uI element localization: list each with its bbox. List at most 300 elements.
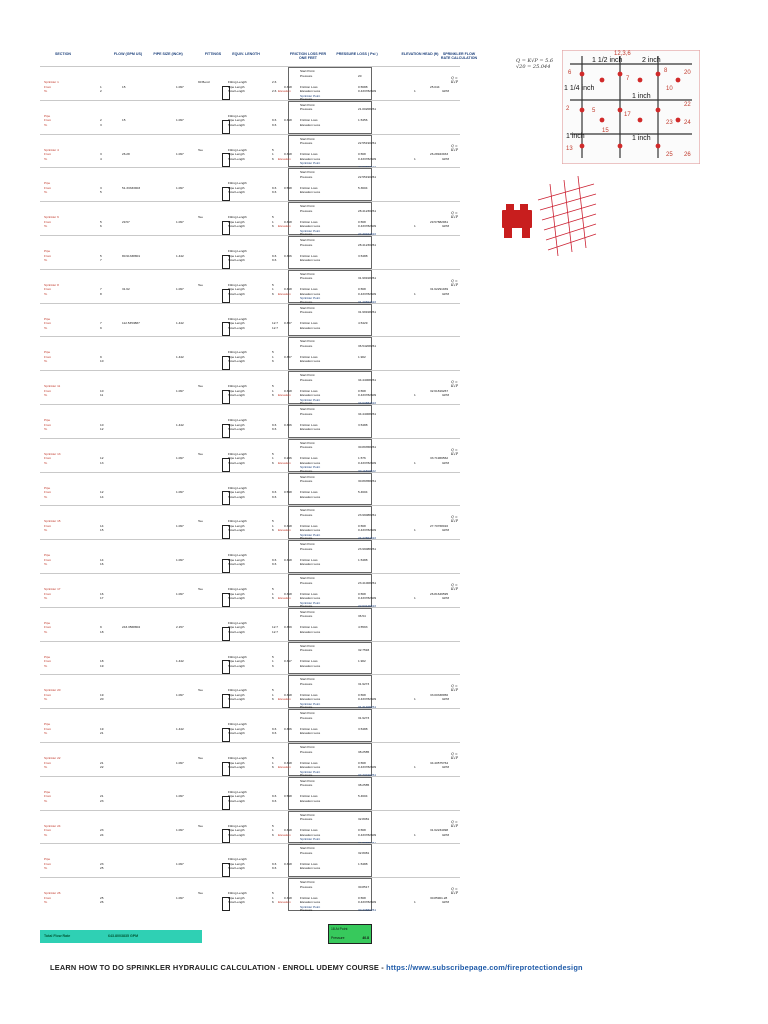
block-divider <box>40 167 460 168</box>
friction-value: 0.366 <box>284 422 292 427</box>
pipe-length-label: Pipe Length <box>228 253 245 258</box>
friction-loss-label: Friction Loss <box>300 118 318 123</box>
pipe-length-label: Pipe Length <box>228 287 245 292</box>
friction-loss-value: 0.568 <box>358 287 366 292</box>
pipe-size-value: 1.097 <box>176 84 184 89</box>
from-label: From <box>44 861 52 866</box>
fitting-type: Tee <box>198 891 203 896</box>
flow-value: 31.62 <box>122 287 130 292</box>
to-node: 16 <box>100 562 104 567</box>
end-point-title: 18 At Point <box>331 927 348 931</box>
fitting-length-value: 5 <box>272 384 274 389</box>
friction-loss-value: 0.568 <box>358 152 366 157</box>
sprinkler-pressure-value: 22.03874522 <box>358 164 377 169</box>
fitting-length-label: Fitting Length <box>228 891 247 896</box>
friction-loss-label: Friction Loss <box>300 760 318 765</box>
sprinkler-point-label: Sprinkler Point <box>300 904 321 909</box>
fitting-length-value: 5 <box>272 587 274 591</box>
friction-loss-value: 5.4604 <box>358 794 368 799</box>
from-node: 9 <box>100 625 102 630</box>
block-divider <box>40 404 460 405</box>
to-node: 19 <box>100 663 104 668</box>
sprinkler-pressure-label: Pressure <box>300 97 313 101</box>
block-divider <box>40 505 460 506</box>
elevation-tag: Elevation <box>278 291 291 296</box>
pipe-length-value: 1 <box>272 388 274 393</box>
flow-value: 80.91338801 <box>122 253 141 258</box>
fitting-length-label: Fitting Length <box>228 789 247 794</box>
to-label: To <box>44 697 48 702</box>
elevation-ft-value: 1 <box>414 832 416 837</box>
elevation-tag: Elevation <box>278 89 291 93</box>
grid-num-6: 8 <box>664 68 668 74</box>
total-length-label: Total Length <box>228 359 245 364</box>
end-point-pressure-bar <box>329 934 371 943</box>
flow-formula: Q = K√P <box>451 684 458 693</box>
section-name: Sprinkler 13 <box>44 451 61 456</box>
friction-loss-label: Friction Loss <box>300 523 318 528</box>
total-length-value: 12.7 <box>272 629 279 634</box>
total-length-label: Total Length <box>228 460 245 465</box>
pipe-length-label: Pipe Length <box>228 321 245 326</box>
block-line <box>40 325 460 332</box>
start-pressure: 28.41230261 <box>358 208 377 213</box>
elevation-tag: Elevation <box>278 832 291 837</box>
fitting-length-label: Fitting Length <box>228 350 247 355</box>
friction-loss-value: 0.568 <box>358 895 366 900</box>
start-point-label: Start Point <box>300 745 315 749</box>
block-line <box>40 865 460 872</box>
start-pressure: 31.9273 <box>358 681 370 686</box>
friction-loss-label: Friction Loss <box>300 828 318 833</box>
to-node: 25 <box>100 866 104 871</box>
fitting-type: Tee <box>198 823 203 828</box>
sprinkler-flow-value: 26.28943933 <box>430 152 449 157</box>
total-length-label: Total Length <box>228 697 245 702</box>
to-label: To <box>44 798 48 803</box>
from-label: From <box>44 253 52 258</box>
total-length-value: 6 <box>272 697 274 702</box>
pipe-length-label: Pipe Length <box>228 861 245 866</box>
from-node: 23 <box>100 861 104 866</box>
friction-value: 0.366 <box>284 253 292 258</box>
friction-loss-value: 0.568 <box>358 388 366 393</box>
from-node: 1 <box>100 84 102 89</box>
block-divider <box>40 641 460 642</box>
sprinkler-pressure-label: Pressure <box>300 536 313 541</box>
sprinkler-flow-value: 32.61819267 <box>430 388 449 393</box>
friction-value: 0.318 <box>284 523 292 528</box>
sprinkler-pressure-label: Pressure <box>300 908 313 913</box>
pipe-block <box>40 641 460 675</box>
fitting-length-value: 5 <box>272 451 274 456</box>
elevation-loss-label: Elevation Loss <box>300 156 321 161</box>
total-length-label: Total Length <box>228 325 245 330</box>
to-label: To <box>44 359 48 364</box>
to-label: To <box>44 731 48 736</box>
sprinkler-point-label: Sprinkler Point <box>300 769 321 774</box>
friction-value: 0.598 <box>284 490 292 495</box>
sprinkler-pressure-label: Pressure <box>300 164 313 169</box>
from-label: From <box>44 84 52 89</box>
to-label: To <box>44 427 48 431</box>
start-point-label: Start Point <box>300 136 315 141</box>
friction-loss-value: 0.568 <box>358 523 366 528</box>
block-line <box>40 426 460 433</box>
sprinkler-pressure-label: Pressure <box>300 840 313 845</box>
from-node: 21 <box>100 794 104 799</box>
start-point-label: Start Point <box>300 474 315 479</box>
pipe-length-value: 9.6 <box>272 861 277 866</box>
from-label: From <box>44 794 52 799</box>
elevation-tag: Elevation <box>278 460 291 465</box>
friction-loss-label: Friction Loss <box>300 456 318 461</box>
elevation-loss-value: 0.433782609 <box>358 224 377 229</box>
friction-value: 0.359 <box>284 625 292 630</box>
sprinkler-flow-value: 31.62234098 <box>430 828 449 833</box>
fitting-length-label: Fitting Length <box>228 215 247 220</box>
friction-loss-value: 1.902 <box>358 354 366 359</box>
friction-value: 0.366 <box>284 726 292 731</box>
total-length-value: 6 <box>272 765 274 769</box>
total-length-label: Total Length <box>228 528 245 533</box>
from-node: 19 <box>100 692 104 697</box>
from-node: 3 <box>100 152 102 157</box>
flow-formula: Q = K√P <box>451 583 458 591</box>
total-length-value: 6 <box>272 832 274 837</box>
fitting-length-label: Fitting Length <box>228 688 247 693</box>
pressure-label: Pressure <box>300 884 313 889</box>
total-flow-bar <box>40 930 202 943</box>
elevation-ft-value: 1 <box>414 393 416 398</box>
grid-size-2: 2 inch <box>642 57 661 64</box>
total-length-label: Total Length <box>228 258 245 262</box>
fitting-type: Tee <box>198 215 203 220</box>
from-node: 21 <box>100 760 104 765</box>
pipe-length-value: 1 <box>272 659 274 664</box>
start-point-label: Start Point <box>300 677 315 682</box>
elevation-loss-label: Elevation Loss <box>300 393 321 398</box>
pressure-label: Pressure <box>300 614 313 619</box>
grid-num-5: 7 <box>626 76 630 82</box>
sprinkler-block <box>40 674 460 708</box>
pipe-length-label: Pipe Length <box>228 185 245 190</box>
to-node: 9 <box>100 325 102 330</box>
block-divider <box>40 843 460 844</box>
pipe-size-value: 1.097 <box>176 895 184 900</box>
pipe-size-value: 1.097 <box>176 287 184 292</box>
elevation-loss-value: 0.433782609 <box>358 528 377 533</box>
sprinkler-pressure-value: 22.93126522 <box>358 604 377 608</box>
pipe-length-value: 9.6 <box>272 490 277 495</box>
sprinkler-block <box>40 201 460 235</box>
block-divider <box>40 134 460 135</box>
elevation-ft-value: 1 <box>414 224 416 229</box>
fitting-length-value: 5 <box>272 688 274 693</box>
to-node: 2 <box>100 89 102 93</box>
friction-loss-value: 1.576 <box>358 456 366 461</box>
flow-value: 29.57 <box>122 219 130 224</box>
sprinkler-point-label: Sprinkler Point <box>300 228 321 233</box>
to-label: To <box>44 596 48 600</box>
pipe-length-value: 1 <box>272 456 274 461</box>
friction-loss-label: Friction Loss <box>300 895 318 900</box>
flow-formula: Q = K√P <box>451 447 458 456</box>
sprinkler-block <box>40 134 460 168</box>
grid-size-3: 1 1/4 inch <box>564 85 595 92</box>
total-length-value: 6 <box>272 460 274 465</box>
from-node: 25 <box>100 895 104 900</box>
flow-value: 15 <box>122 118 126 123</box>
friction-loss-value: 1.5488 <box>358 861 368 866</box>
to-node: 24 <box>100 832 104 837</box>
fitting-length-value: 5 <box>272 756 274 760</box>
to-node: 26 <box>100 900 104 905</box>
fitting-length-value: 5 <box>272 654 274 659</box>
from-label: From <box>44 422 52 427</box>
from-label: From <box>44 388 52 393</box>
fitting-length-value: 2.6 <box>272 80 277 84</box>
friction-loss-value: 0.568 <box>358 760 366 765</box>
start-point-label: Start Point <box>300 339 315 344</box>
section-name: Sprinkler 24 <box>44 823 61 828</box>
block-divider <box>40 607 460 608</box>
start-pressure: 22.55190261 <box>358 174 377 179</box>
flow-formula: Q = K√P <box>451 143 458 152</box>
section-name: Pipe <box>44 181 51 186</box>
grid-num-2: 6 <box>568 70 572 76</box>
total-length-value: 6 <box>272 528 274 533</box>
from-label: From <box>44 523 52 528</box>
pipe-size-value: 2.157 <box>176 625 184 630</box>
from-node: 5 <box>100 219 102 224</box>
sprinkler-pressure-label: Pressure <box>300 232 313 237</box>
start-pressure: 31.9273 <box>358 715 370 720</box>
pipe-size-value: 1.097 <box>176 219 184 224</box>
start-point-label: Start Point <box>300 373 315 378</box>
grid-size-5: 1 inch <box>566 133 585 140</box>
total-length-value: 9.6 <box>272 798 277 803</box>
sprinkler-flow-value: 30.85901.28 <box>430 895 448 900</box>
pressure-label: Pressure <box>300 107 313 112</box>
elevation-loss-value: 0.433782609 <box>358 460 377 465</box>
start-point-label: Start Point <box>300 440 315 445</box>
pipe-length-label: Pipe Length <box>228 557 245 562</box>
elevation-ft-value: 1 <box>414 156 416 161</box>
to-label: To <box>44 866 48 871</box>
formula-note <box>516 58 553 70</box>
elevation-ft-value: 1 <box>414 460 416 465</box>
formula-note-line1: Q = K√P = 5.6 <box>516 58 554 64</box>
start-pressure: 22.55190261 <box>358 141 377 146</box>
to-label: To <box>44 393 48 398</box>
to-label: To <box>44 291 48 296</box>
friction-value: 0.357 <box>284 321 292 326</box>
fitting-type: Tee <box>198 756 203 760</box>
sprinkler-pressure-value: 31.40694522 <box>358 299 377 304</box>
block-divider <box>40 674 460 675</box>
grid-num-15: 25 <box>666 152 673 158</box>
section-name: Sprinkler 1 <box>44 80 59 84</box>
pressure-label: Pressure <box>300 141 313 146</box>
fitting-length-label: Fitting Length <box>228 451 247 456</box>
block-line <box>40 663 460 670</box>
block-line <box>40 907 460 914</box>
flow-formula: Q = K√P <box>451 887 458 896</box>
total-length-value: 6 <box>272 291 274 296</box>
block-divider <box>40 100 460 101</box>
fitting-length-label: Fitting Length <box>228 249 247 253</box>
to-node: 13 <box>100 460 104 465</box>
start-point-label: Start Point <box>300 102 315 107</box>
block-line <box>40 730 460 737</box>
pressure-label: Pressure <box>300 479 313 484</box>
sprinkler-flow-value: 31.62291939 <box>430 287 449 292</box>
fitting-length-label: Fitting Length <box>228 553 247 558</box>
to-label: To <box>44 900 48 905</box>
elevation-loss-label: Elevation Loss <box>300 359 321 364</box>
from-node: 7 <box>100 321 102 326</box>
start-pressure: 36.54 <box>358 614 366 619</box>
header-section: SECTION <box>55 52 71 56</box>
friction-loss-label: Friction Loss <box>300 422 318 427</box>
block-divider <box>40 66 460 67</box>
friction-loss-value: 3.5488 <box>358 726 368 731</box>
to-label: To <box>44 156 48 161</box>
start-point-label: Start Point <box>300 609 315 614</box>
to-label: To <box>44 494 48 499</box>
elevation-loss-value: 0.433782609 <box>358 765 377 769</box>
section-name: Pipe <box>44 418 51 422</box>
pipe-length-label: Pipe Length <box>228 760 245 765</box>
total-length-value: 9.6 <box>272 562 277 567</box>
friction-loss-label: Friction Loss <box>300 354 318 359</box>
sprinkler-point-label: Sprinkler Point <box>300 465 321 470</box>
pipe-size-value: 1.442 <box>176 321 184 326</box>
fitting-type: Tee <box>198 587 203 591</box>
footer-link[interactable]: https://www.subscribepage.com/fireprotectiondesign <box>386 963 583 972</box>
pressure-label: Pressure <box>300 783 313 788</box>
gpm-label: GPM <box>442 832 450 837</box>
start-point-label: Start Point <box>300 170 315 175</box>
friction-value: 0.598 <box>284 794 292 799</box>
flow-value: 243.3568804 <box>122 625 141 630</box>
friction-value: 0.296 <box>284 456 292 461</box>
elevation-loss-label: Elevation Loss <box>300 528 321 533</box>
to-label: To <box>44 122 48 127</box>
to-node: 17 <box>100 596 104 600</box>
friction-loss-value: 0.568 <box>358 219 366 224</box>
pressure-label: Pressure <box>300 208 313 213</box>
pipe-block <box>40 472 460 506</box>
grid-num-7: 10 <box>666 86 673 92</box>
sprinkler-pressure-value: 24.47864522 <box>358 536 377 541</box>
friction-loss-label: Friction Loss <box>300 185 318 190</box>
total-length-value: 2.6 <box>272 89 277 93</box>
sprinkler-system-illustration <box>498 170 598 265</box>
from-node: 10 <box>100 388 104 393</box>
sprinkler-block <box>40 370 460 404</box>
total-flow-value: 643.8003835 GPM <box>108 934 139 938</box>
fitting-type: Tee <box>198 451 203 456</box>
section-name: Sprinkler 11 <box>44 384 61 389</box>
fitting-type: Tee <box>198 519 203 524</box>
start-pressure: 30.8517 <box>358 884 370 889</box>
header-pipe-size: PIPE SIZE (INCH) <box>153 52 183 56</box>
from-node: 14 <box>100 557 104 562</box>
fitting-length-label: Fitting Length <box>228 384 247 389</box>
friction-value: 0.318 <box>284 388 292 393</box>
flow-value: 112.5353887 <box>122 321 140 326</box>
friction-value: 0.317 <box>284 659 292 664</box>
friction-loss-value: 0.568 <box>358 828 366 833</box>
fitting-length-label: Fitting Length <box>228 485 247 490</box>
sprinkler-block <box>40 505 460 539</box>
block-line <box>40 798 460 805</box>
elevation-loss-value: 0.433782609 <box>358 900 377 905</box>
from-label: From <box>44 760 52 765</box>
to-node: 23 <box>100 798 104 803</box>
total-length-label: Total Length <box>228 900 245 905</box>
pipe-size-value: 1.097 <box>176 523 184 528</box>
footer-text: LEARN HOW TO DO SPRINKLER HYDRAULIC CALCULATION - ENROLL UDEMY COURSE - <box>50 963 387 972</box>
pipe-size-value: 1.097 <box>176 591 184 596</box>
sprinkler-flow-value: 33.71969562 <box>430 456 449 461</box>
pipe-size-value: 1.442 <box>176 726 184 731</box>
to-node: 22 <box>100 765 104 769</box>
total-length-label: Total Length <box>228 765 245 769</box>
total-length-value: 6 <box>272 900 274 905</box>
total-length-label: Total Length <box>228 596 245 600</box>
pipe-length-value: 1 <box>272 828 274 833</box>
gpm-label: GPM <box>442 224 450 229</box>
pipe-size-value: 1.097 <box>176 828 184 833</box>
grid-num-4: 5 <box>592 108 596 114</box>
pressure-label: Pressure <box>300 276 313 281</box>
end-point-box <box>328 924 372 944</box>
fitting-length-label: Fitting Length <box>228 80 247 84</box>
fitting-length-value: 5 <box>272 147 274 152</box>
pipe-length-label: Pipe Length <box>228 692 245 697</box>
elevation-loss-value: 0.433782609 <box>358 832 377 837</box>
elevation-loss-label: Elevation Loss <box>300 122 321 127</box>
from-node: 23 <box>100 828 104 833</box>
pipe-block <box>40 235 460 269</box>
fitting-length-label: Fitting Length <box>228 722 247 727</box>
pipe-block <box>40 100 460 134</box>
elevation-loss-value: 0.433782609 <box>358 89 377 93</box>
elevation-loss-label: Elevation Loss <box>300 765 321 769</box>
pipe-length-label: Pipe Length <box>228 591 245 596</box>
header-pressure: PRESSURE LOSS ( Psi ) <box>336 52 378 56</box>
fitting-length-value: 5 <box>272 891 274 896</box>
friction-value: 0.318 <box>284 287 292 292</box>
elevation-loss-label: Elevation Loss <box>300 866 321 871</box>
elevation-loss-value: 0.433782609 <box>358 291 377 296</box>
fitting-length-value: 5 <box>272 282 274 287</box>
sprinkler-pressure-label: Pressure <box>300 468 313 473</box>
pipe-size-value: 1.097 <box>176 557 184 562</box>
grid-num-11: 20 <box>684 70 691 76</box>
elevation-loss-label: Elevation Loss <box>300 900 321 905</box>
sprinkler-pressure-value: 30.11890522 <box>358 468 376 473</box>
grid-size-1: 1 1/2 inch <box>592 57 623 64</box>
pressure-label: Pressure <box>300 411 313 416</box>
section-name: Sprinkler 6 <box>44 215 59 220</box>
sprinkler-point-label: Sprinkler Point <box>300 600 321 605</box>
pressure-label: Pressure <box>300 512 313 517</box>
friction-value: 0.318 <box>284 895 292 900</box>
